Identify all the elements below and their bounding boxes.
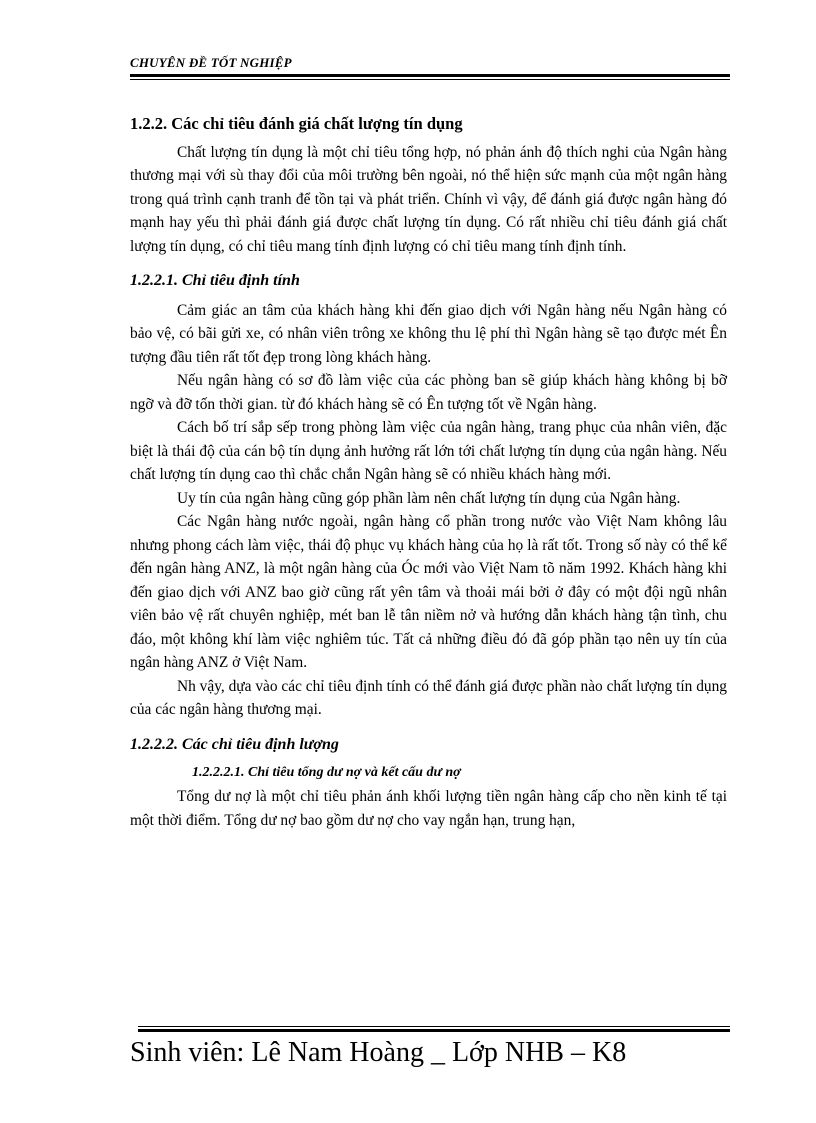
qualitative-paragraph: Cảm giác an tâm của khách hàng khi đến giao dịch với Ngân hàng nếu Ngân hàng có bảo vệ, có bãi gửi xe, có nhân viên trông xe không thu lệ phí thì Ngân hàng sẽ tạo được mét Ên tượng đầu tiên rất tốt đẹp trong lòng khách hàng. bbox=[130, 301, 727, 366]
header-title: CHUYÊN ĐỀ TỐT NGHIỆP bbox=[130, 55, 292, 70]
quantitative-subheading: 1.2.2.2.1. Chỉ tiêu tổng dư nợ và kết cấu dư nợ bbox=[192, 765, 461, 780]
qualitative-paragraph: Nh vậy, dựa vào các chỉ tiêu định tính có thể đánh giá được phần nào chất lượng tín dụng của các ngân hàng thương mại. bbox=[130, 677, 727, 718]
footer-text: Sinh viên: Lê Nam Hoàng _ Lớp NHB – K8 bbox=[130, 1037, 627, 1068]
page-footer bbox=[130, 1026, 730, 1070]
qualitative-paragraph: Nếu ngân hàng có sơ đồ làm việc của các phòng ban sẽ giúp khách hàng không bị bỡ ngỡ và đỡ tốn thời gian. từ đó khách hàng sẽ có Ên tượng tốt về Ngân hàng. bbox=[130, 372, 727, 413]
document-body bbox=[130, 112, 727, 832]
qualitative-paragraph: Các Ngân hàng nước ngoài, ngân hàng cổ phần trong nước vào Việt Nam không lâu nhưng phong cách làm việc, thái độ phục vụ khách hàng của họ là rất tốt. Trong số này có thể kể đến ngân hàng ANZ, là một ngân hàng của Óc mới vào Việt Nam tõ năm 1992. Khách hàng khi đến giao dịch với ANZ bao giờ cũng rất yên tâm và thoải mái bởi ở đây có một đội ngũ nhân viên bảo vệ rất chuyên nghiệp, mét ban lễ tân niềm nở và hướng dẫn khách hàng tận tình, chu đáo, một không khí làm việc nghiêm túc. Tất cả những điều đó đã góp phần tạo nên uy tín của ngân hàng ANZ ở Việt Nam. bbox=[130, 513, 727, 671]
section-heading: 1.2.2. Các chỉ tiêu đánh giá chất lượng tín dụng bbox=[130, 114, 463, 133]
header-rule bbox=[130, 74, 730, 80]
qualitative-heading: 1.2.2.1. Chỉ tiêu định tính bbox=[130, 272, 300, 289]
qualitative-paragraph: Uy tín của ngân hàng cũng góp phần làm nên chất lượng tín dụng của Ngân hàng. bbox=[177, 489, 681, 507]
quantitative-paragraph: Tổng dư nợ là một chỉ tiêu phản ánh khối lượng tiền ngân hàng cấp cho nền kinh tế tại một thời điểm. Tổng dư nợ bao gồm dư nợ cho vay ngắn hạn, trung hạn, bbox=[130, 788, 727, 829]
footer-rule bbox=[138, 1026, 730, 1032]
intro-paragraph: Chất lượng tín dụng là một chỉ tiêu tổng hợp, nó phản ánh độ thích nghi của Ngân hàng thương mại với sù thay đổi của môi trường bên ngoài, nó thể hiện sức mạnh của một ngân hàng trong quá trình cạnh tranh để tồn tại và phát triển. Chính vì vậy, để đánh giá được ngân hàng đó mạnh hay yếu thì phải đánh giá được chất lượng tín dụng. Có rất nhiều chỉ tiêu đánh giá chất lượng tín dụng, có chỉ tiêu mang tính định lượng có chỉ tiêu mang tính định tính. bbox=[130, 143, 727, 255]
page-header bbox=[130, 55, 730, 80]
quantitative-heading: 1.2.2.2. Các chỉ tiêu định lượng bbox=[130, 735, 339, 753]
qualitative-paragraph: Cách bố trí sắp sếp trong phòng làm việc của ngân hàng, trang phục của nhân viên, đặc biệt là thái độ của cán bộ tín dụng ảnh hưởng rất lớn tới chất lượng tín dụng của ngân hàng. Nếu chất lượng tín dụng cao thì chắc chắn Ngân hàng sẽ có nhiều khách hàng mới. bbox=[130, 419, 727, 483]
